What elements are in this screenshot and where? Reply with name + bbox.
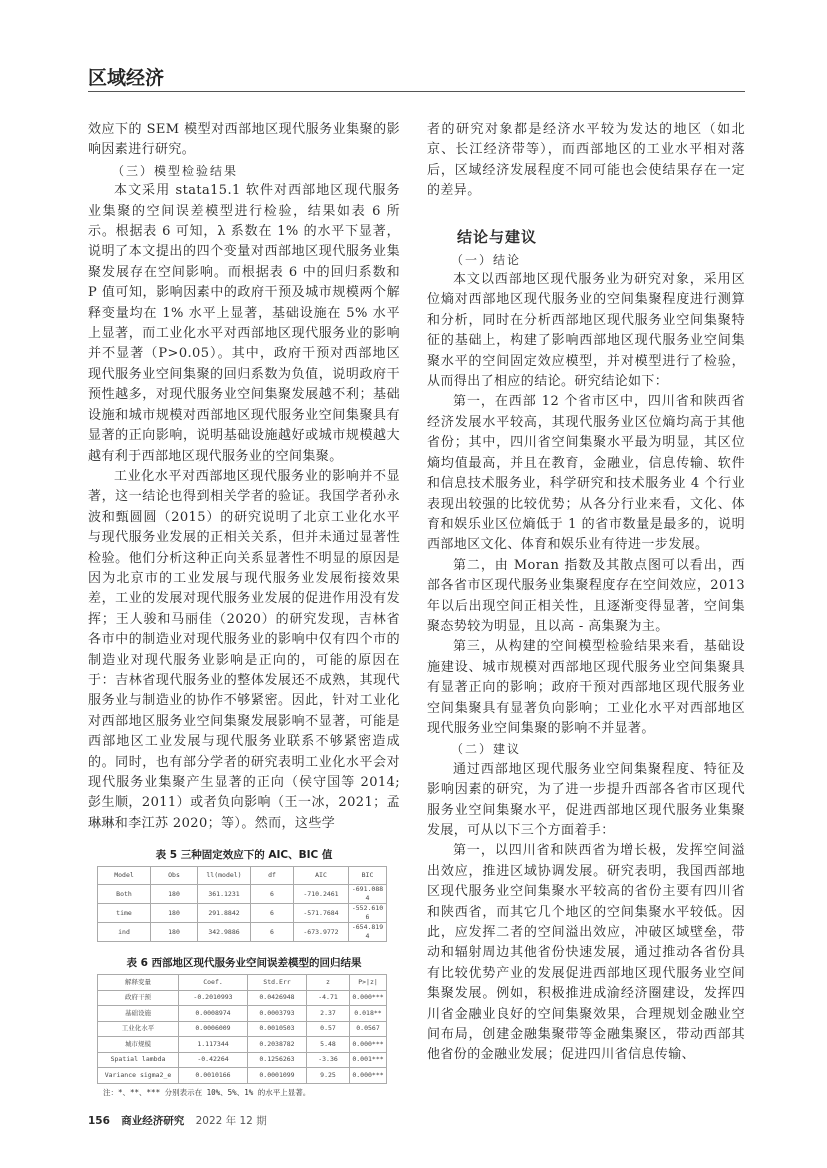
section-heading: 结论与建议 [457,227,538,246]
paragraph: 第一，以四川省和陕西省为增长极，发挥空间溢出效应，推进区域协调发展。研究表明，我国西部地区现代服务业空间集聚水平较高的省份主要有四川省和陕西省，而其它几个地区的空间集聚水平较低。因此，应发挥二者的空间溢出效应，冲破区域壁垒，带动和辐射周边其他省份快速发展，通过推动各省份具有比较优势产业的发展促进西部地区现代服务业空间集聚发展。例如，积极推进成渝经济圈建设，发挥四川省金融业良好的空间集聚效果，合理规划金融业空间布局，创建金融集聚带等金融集聚区，带动西部其他省份的金融业发展；促进四川省信息传输、 [427,843,745,1063]
header-cell: z [307,975,350,991]
table-header-row [98,867,387,885]
left-column [88,120,400,1098]
table6 [97,974,387,1084]
cell: 0.0006009 [179,1021,248,1037]
cell: Both [98,885,151,904]
cell: 0.0426948 [248,990,307,1006]
header-cell: Obs [151,867,198,885]
cell: 0.57 [307,1021,350,1037]
cell: 6 [251,885,294,904]
cell: 0.001*** [350,1052,387,1068]
table6-caption: 表 6 西部地区现代服务业空间误差模型的回归结果 [126,957,362,970]
cell: 6 [251,904,294,923]
cell: 1.117344 [179,1037,248,1053]
cell: -0.2010993 [179,990,248,1006]
header-cell: P>|z| [350,975,387,991]
table-row [98,923,387,942]
table-row [98,1021,387,1037]
cell: 0.0003793 [248,1006,307,1022]
cell: 0.000*** [350,990,387,1006]
cell: 0.0010503 [248,1021,307,1037]
cell: 180 [151,923,198,942]
cell: -571.7684 [294,904,349,923]
table-header-row [98,975,387,991]
cell: 180 [151,885,198,904]
header-cell: df [251,867,294,885]
table-row [98,885,387,904]
table-row [98,990,387,1006]
cell: 342.9886 [198,923,251,942]
header-cell: Coef. [179,975,248,991]
cell: 基础设施 [98,1006,179,1022]
table-row [98,1037,387,1053]
page-number: 156 [88,1114,110,1127]
cell: -3.36 [307,1052,350,1068]
paragraph: 第三，从构建的空间模型检验结果来看，基础设施建设、城市规模对西部地区现代服务业空间集聚具有显著正向的影响；政府干预对西部地区现代服务业空间集聚具有显著负向影响；工业化水平对西部地区现代服务业空间集聚的影响不并显著。 [427,639,745,736]
cell: -0.42264 [179,1052,248,1068]
issue: 2022 年 12 期 [195,1114,267,1127]
paragraph: 本文采用 stata15.1 软件对西部地区现代服务业集聚的空间误差模型进行检验，结果如表 6 所示。根据表 6 可知，λ 系数在 1% 的水平下显著，说明了本文提出的四个变量对西部地区现代服务业集聚发展存在空间影响。而根据表 6 中的回归系数和 P 值可知，影响因素中的政府干预及城市规模两个解释变量均在 1% 水平上显著，基础设施在 5% 水平上显著，而工业化水平对西部地区现代服务业的影响并不显著（P>0.05）。其中，政府干预对西部地区现代服务业空间集聚的回归系数为负值，说明政府干预性越多，对现代服务业空间集聚发展越不利；基础设施和城市规模对西部地区现代服务业空间集聚具有显著的正向影响，说明基础设施越好或城市规模越大越有利于西部地区现代服务业的空间集聚。 [88,183,400,464]
cell: 9.25 [307,1068,350,1084]
header-cell: BIC [349,867,387,885]
table-row [98,1052,387,1068]
cell: -4.71 [307,990,350,1006]
header-cell: Model [98,867,151,885]
cell: 0.1256263 [248,1052,307,1068]
cell: -552.6106 [349,904,387,923]
cell: 180 [151,904,198,923]
table5-caption: 表 5 三种固定效应下的 AIC、BIC 值 [155,849,333,862]
cell: 工业化水平 [98,1021,179,1037]
table5 [97,866,387,942]
page-footer [88,1098,745,1128]
cell: 政府干预 [98,990,179,1006]
cell: time [98,904,151,923]
cell: -673.9772 [294,923,349,942]
columns [88,120,745,1098]
cell: 0.000*** [350,1037,387,1053]
paragraph: 第二，由 Moran 指数及其散点图可以看出，西部各省市区现代服务业集聚程度存在空间效应，2013 年以后出现空间正相关性，且逐渐变得显著，空间集聚态势较为明显，且以高 - 高集聚为主。 [427,557,745,634]
cell: 城市规模 [98,1037,179,1053]
table-row [98,904,387,923]
table-note: 注：*、**、*** 分别表示在 10%、5%、1% 的水平上显著。 [103,1087,311,1097]
cell: Variance sigma2_e [98,1068,179,1084]
right-column [427,120,745,1066]
cell: 291.8842 [198,904,251,923]
subheading: （三）模型检验结果 [112,163,239,178]
cell: 0.0001099 [248,1068,307,1084]
cell: 5.48 [307,1037,350,1053]
cell: -710.2461 [294,885,349,904]
subheading: （一）结论 [451,252,522,267]
table-row [98,1006,387,1022]
cell: 6 [251,923,294,942]
paragraph: 通过西部地区现代服务业空间集聚程度、特征及影响因素的研究，为了进一步提升西部各省市区现代服务业空间集聚水平，促进西部地区现代服务业集聚发展，可从以下三个方面着手： [427,761,745,838]
cell: ind [98,923,151,942]
cell: -691.0884 [349,885,387,904]
paragraph: 效应下的 SEM 模型对西部地区现代服务业集聚的影响因素进行研究。 [88,122,400,158]
cell: -654.8194 [349,923,387,942]
cell: 0.018** [350,1006,387,1022]
cell: 0.2038782 [248,1037,307,1053]
paragraph: 工业化水平对西部地区现代服务业的影响并不显著，这一结论也得到相关学者的验证。我国学者孙永波和甄圆圆（2015）的研究说明了北京工业化水平与现代服务业发展的正相关关系，但并未通过显著性检验。他们分析这种正向关系显著性不明显的原因是因为北京市的工业发展与现代服务业发展衔接效果差，工业的发展对现代服务业发展的促进作用没有发挥；王人骏和马丽佳（2020）的研究发现，吉林省各市中的制造业对现代服务业的影响中仅有四个市的制造业对现代服务业影响是正向的，可能的原因在于：吉林省现代服务业的整体发展还不成熟，其现代服务业与制造业的协作不够紧密。因此，针对工业化对西部地区服务业空间集聚发展影响不显著，可能是西部地区工业发展与现代服务业联系不够紧密造成的。同时，也有部分学者的研究表明工业化水平会对现代服务业集聚产生显著的正向（侯守国等 2014; 彭生顺，2011）或者负向影响（王一冰，2021；孟琳琳和李江苏 2020；等）。然而，这些学 [88,468,400,831]
cell: 361.1231 [198,885,251,904]
header-rule [88,91,745,92]
header-cell: ll(model) [198,867,251,885]
header-cell: 解释变量 [98,975,179,991]
paragraph: 本文以西部地区现代服务业为研究对象，采用区位熵对西部地区现代服务业的空间集聚程度进行测算和分析，同时在分析西部地区现代服务业空间集聚特征的基础上，构建了影响西部地区现代服务业空间集聚水平的空间固定效应模型，并对模型进行了检验，从而得出了相应的结论。研究结论如下： [427,272,745,390]
cell: 2.37 [307,1006,350,1022]
cell: 0.0008974 [179,1006,248,1022]
cell: 0.0567 [350,1021,387,1037]
table-row [98,1068,387,1084]
cell: Spatial lambda [98,1052,179,1068]
header-cell: AIC [294,867,349,885]
journal-name: 商业经济研究 [121,1114,185,1127]
cell: 0.000*** [350,1068,387,1084]
paragraph: 第一，在西部 12 个省市区中，四川省和陕西省经济发展水平较高，其现代服务业区位熵均高于其他省份；其中，四川省空间集聚水平最为明显，其区位熵均值最高，并且在教育，金融业，信息传输、软件和信息技术服务业，科学研究和技术服务业 4 个行业表现出较强的比较优势；从各分行业来看，文化、体育和娱乐业区位熵低于 1 的省市数量是最多的，说明西部地区文化、体育和娱乐业有待进一步发展。 [427,394,745,553]
subheading: （二）建议 [451,742,522,757]
cell: 0.0010166 [179,1068,248,1084]
header-cell: Std.Err [248,975,307,991]
section-header: 区域经济 [88,67,165,89]
paragraph: 者的研究对象都是经济水平较为发达的地区（如北京、长江经济带等），而西部地区的工业水平相对落后，区域经济发展程度不同可能也会使结果存在一定的差异。 [427,122,745,199]
